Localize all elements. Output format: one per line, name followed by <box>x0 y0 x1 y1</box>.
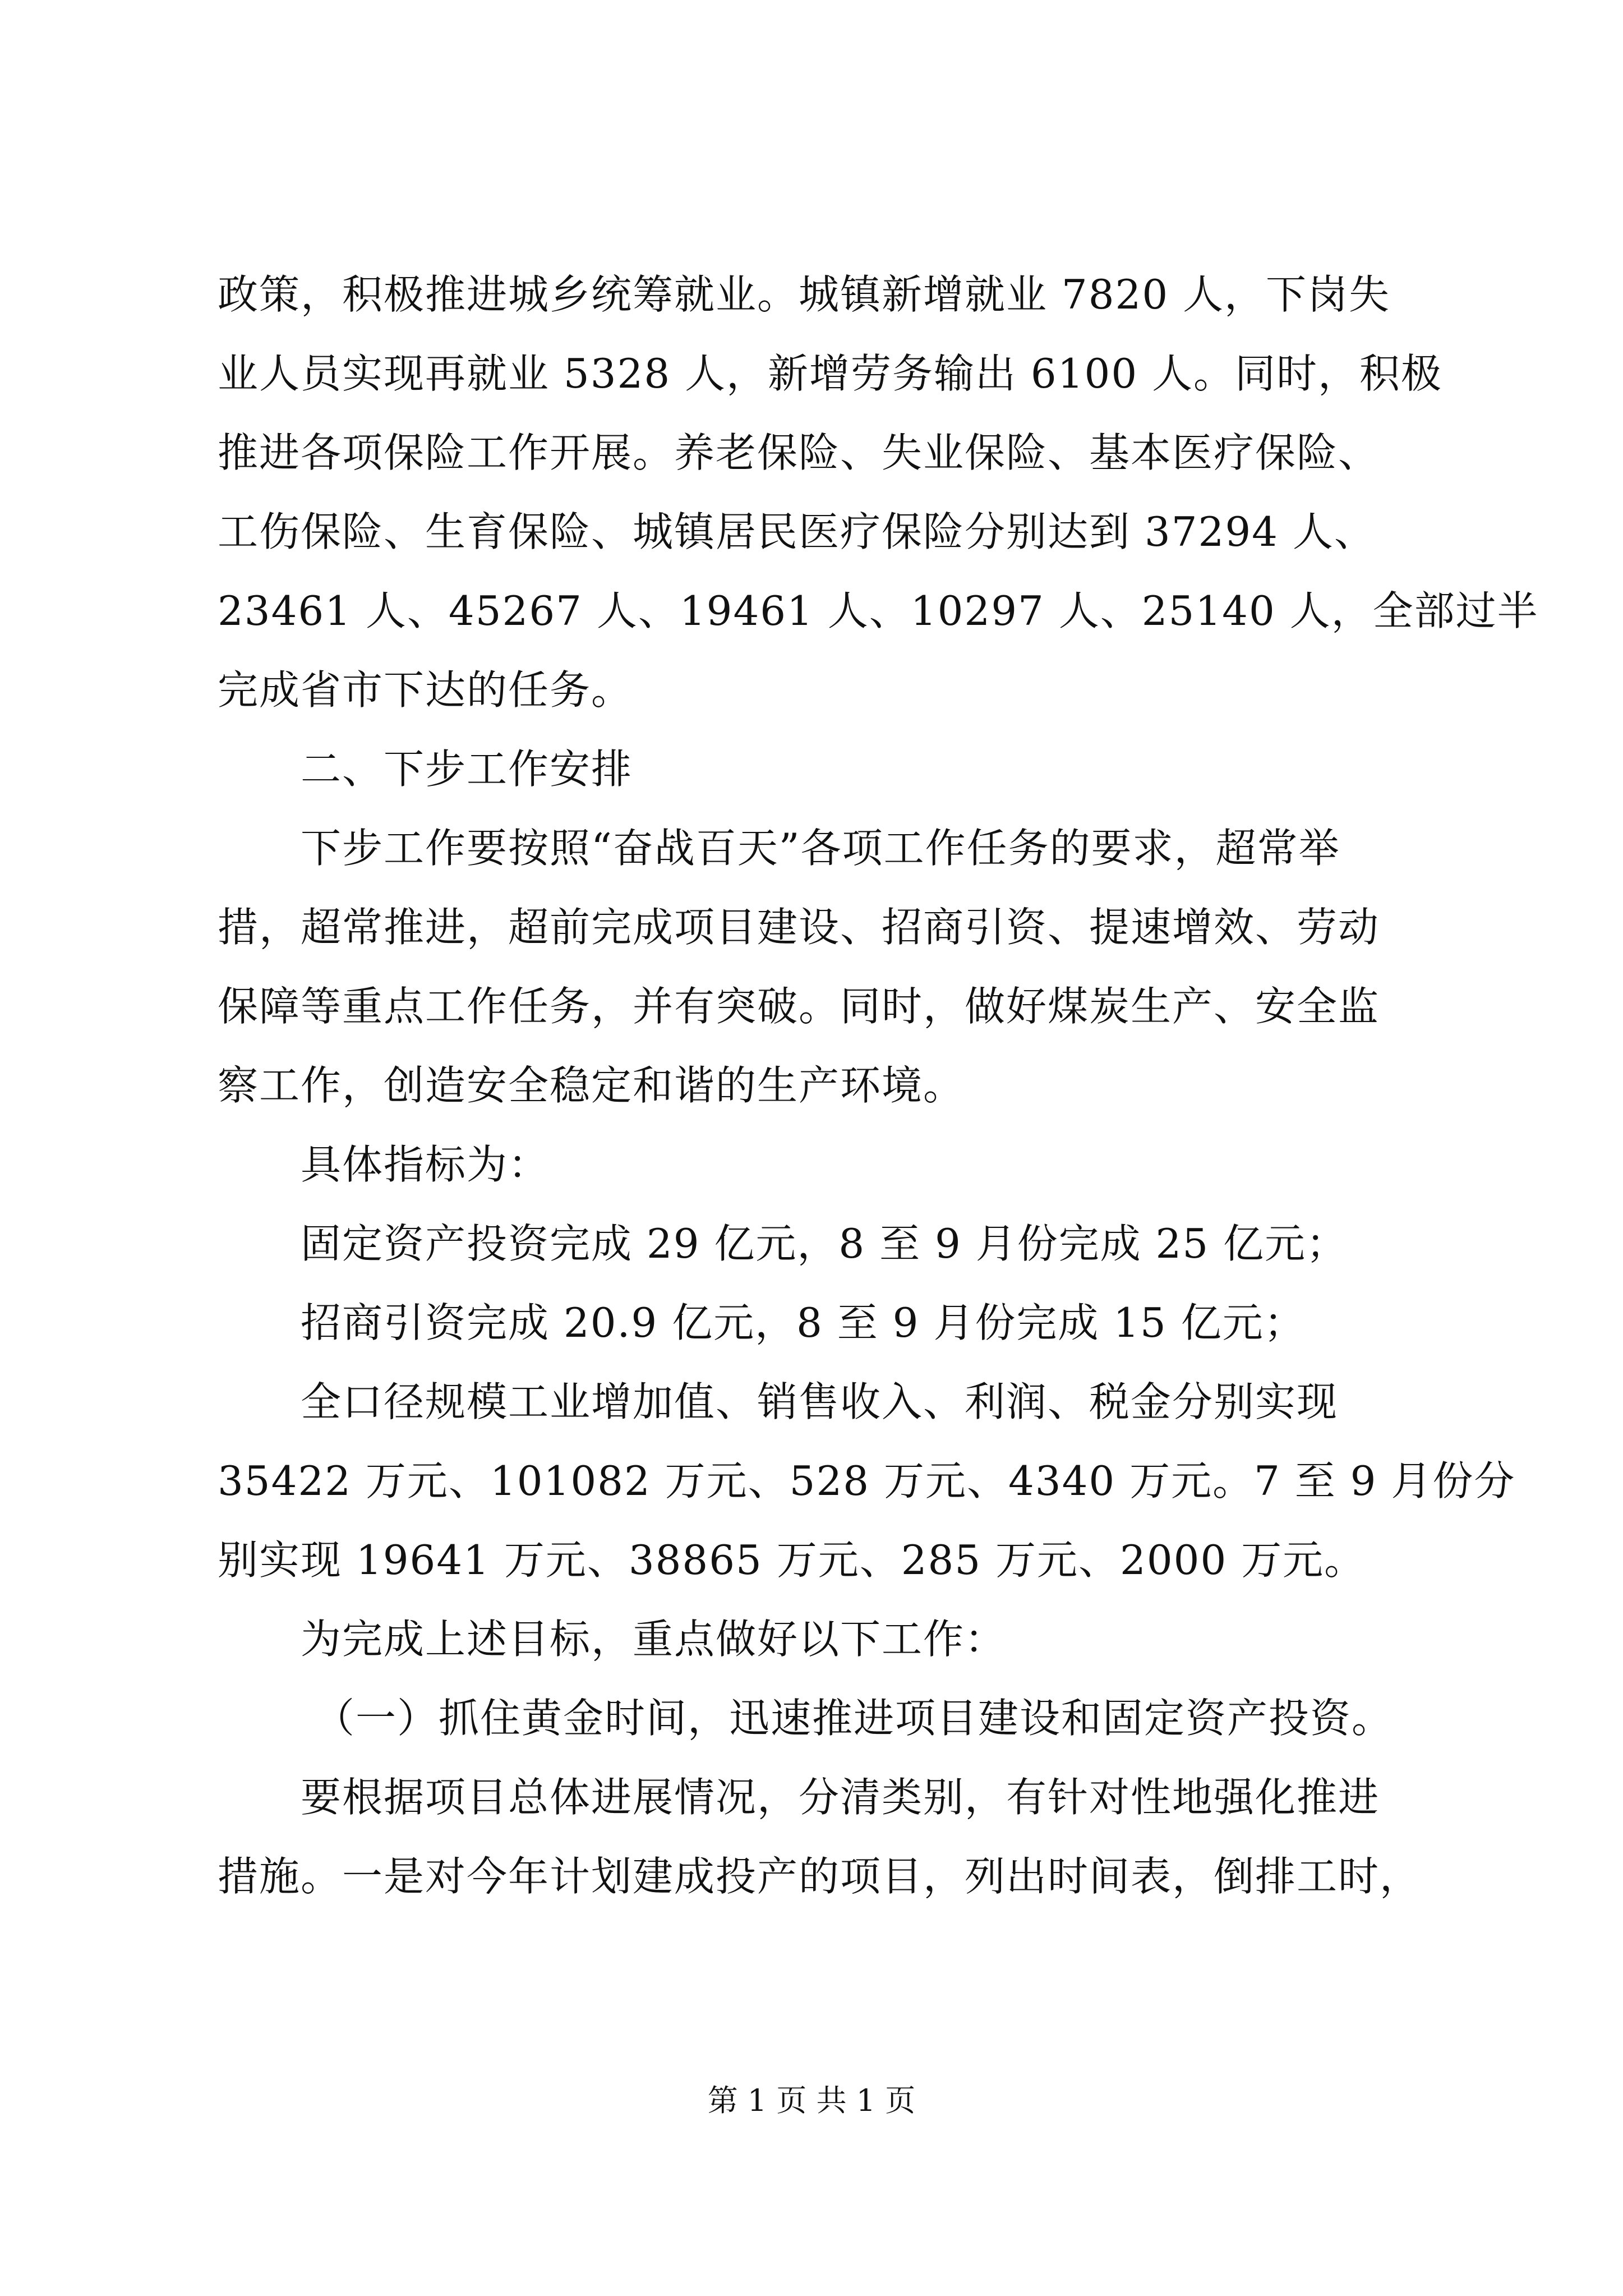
text-line: 措，超常推进，超前完成项目建设、招商引资、提速增效、劳动 <box>218 904 1380 951</box>
text-line: 完成省市下达的任务。 <box>218 666 633 714</box>
text-line: 固定资产投资完成 29 亿元，8 至 9 月份完成 25 亿元； <box>301 1220 1348 1267</box>
subsection-heading: （一）抓住黄金时间，迅速推进项目建设和固定资产投资。 <box>314 1695 1394 1742</box>
text-line: 工伤保险、生育保险、城镇居民医疗保险分别达到 37294 人、 <box>218 508 1376 555</box>
text-line: 察工作，创造安全稳定和谐的生产环境。 <box>218 1062 965 1109</box>
text-line: 下步工作要按照“奋战百天”各项工作任务的要求，超常举 <box>301 825 1340 872</box>
page-footer: 第 1 页 共 1 页 <box>707 2083 916 2118</box>
section-heading: 二、下步工作安排 <box>301 746 633 793</box>
text-line: 为完成上述目标，重点做好以下工作： <box>301 1616 1007 1663</box>
text-line: 政策，积极推进城乡统筹就业。城镇新增就业 7820 人，下岗失 <box>218 271 1391 318</box>
text-line: 35422 万元、101082 万元、528 万元、4340 万元。7 至 9 月份分 <box>218 1457 1516 1504</box>
document-body <box>218 255 1539 1916</box>
text-line: 推进各项保险工作开展。养老保险、失业保险、基本医疗保险、 <box>218 429 1380 476</box>
text-line: 措施。一是对今年计划建成投产的项目，列出时间表，倒排工时， <box>218 1853 1422 1900</box>
text-line: 保障等重点工作任务，并有突破。同时，做好煤炭生产、安全监 <box>218 983 1380 1030</box>
text-line: 全口径规模工业增加值、销售收入、利润、税金分别实现 <box>301 1378 1339 1425</box>
text-line: 具体指标为： <box>301 1141 550 1188</box>
text-line: 23461 人、45267 人、19461 人、10297 人、25140 人，全部过半 <box>218 587 1539 634</box>
text-line: 招商引资完成 20.9 亿元，8 至 9 月份完成 15 亿元； <box>301 1299 1306 1346</box>
text-line: 别实现 19641 万元、38865 万元、285 万元、2000 万元。 <box>218 1536 1366 1584</box>
text-line: 要根据项目总体进展情况，分清类别，有针对性地强化推进 <box>301 1774 1380 1821</box>
text-line: 业人员实现再就业 5328 人，新增劳务输出 6100 人。同时，积极 <box>218 350 1443 397</box>
